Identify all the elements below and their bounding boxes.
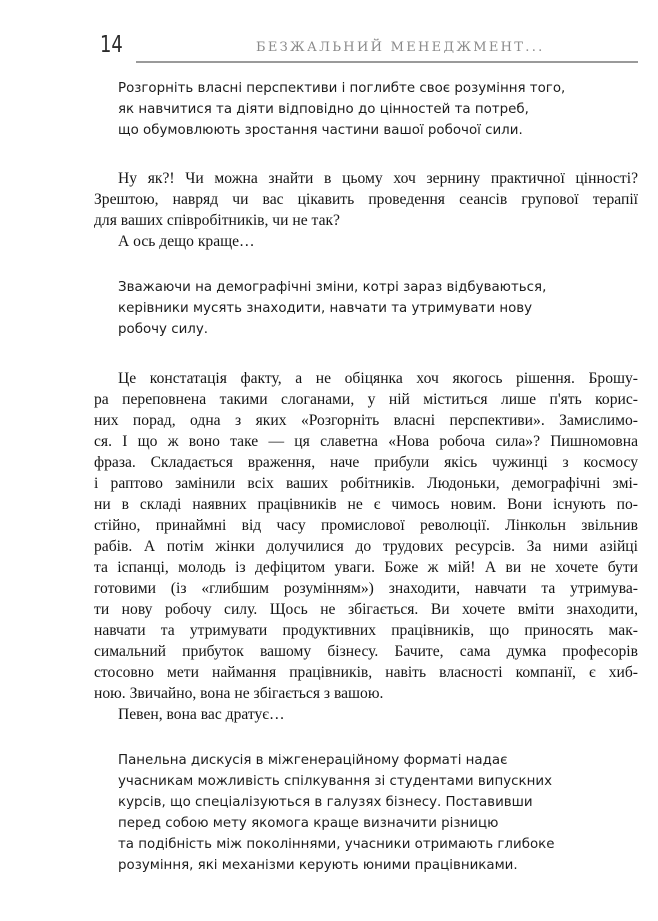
body-line: стосовно мети наймання працівників, навіть власності компанії, є хиб- [94,664,638,681]
callout-line: та подібність між поколіннями, учасники отримають глибоке [118,837,555,852]
body-line: ни в складі наявних працівників не є чимось новим. Вони існують по- [94,496,638,513]
callout-line: курсів, що спеціалізуються в галузях бізнесу. Поставивши [118,795,533,810]
callout-line: керівники мусять знаходити, навчати та утримувати нову [118,301,533,316]
body-line: Це констатація факту, а не обіцянка хоч якогось рішення. Брошу- [118,370,638,387]
body-line: готовими (із «глибшим розумінням») знаходити, навчати та утримува- [94,580,638,597]
body-paragraph-4 [118,704,638,725]
page-header [100,32,638,68]
body-line: ною. Звичайно, вона не збігається з вашою. [94,685,384,702]
body-line: ся. І що ж воно таке — ця славетна «Нова робоча сила»? Пишномовна [94,433,638,450]
callout-quote-3 [118,750,638,876]
callout-line: що обумовлюють зростання частини вашої робочої сили. [118,123,523,138]
body-line: них порад, одна з яких «Розгорніть власні перспективи». Замислимо- [94,412,638,429]
body-line: А ось дещо краще… [118,233,255,250]
body-paragraph-3 [94,368,638,704]
body-line: симальний прибуток вашому бізнесу. Бачите, сама думка професорів [94,643,638,660]
callout-quote-1 [118,78,638,141]
body-line: фраза. Складається враження, наче прибули якісь чужинці з космосу [94,454,638,471]
callout-line: перед собою мету якомога краще визначити різницю [118,816,499,831]
body-line: ти нову робочу силу. Щось не збігається. Ви хочете вміти знаходити, [94,601,638,618]
page-content [94,78,638,876]
body-line: навчати та утримувати продуктивних працівників, що приносять мак- [94,622,638,639]
body-paragraph-1 [94,168,638,231]
body-line: стійно, принаймні від часу промислової революції. Лінкольн звільнив [94,517,638,534]
body-line: і раптово замінили всіх ваших робітників. Людоньки, демографічні змі- [94,475,638,492]
callout-line: як навчитися та діяти відповідно до цінностей та потреб, [118,102,529,117]
body-paragraph-2 [118,231,638,252]
callout-line: Розгорніть власні перспективи і поглибте своє розуміння того, [118,81,566,96]
page-number: 14 [100,32,123,58]
callout-line: учасникам можливість спілкування зі студентами випускних [118,774,552,789]
running-title: БЕЗЖАЛЬНИЙ МЕНЕДЖМЕНТ... [256,40,545,55]
body-line: Ну як?! Чи можна знайти в цьому хоч зернину практичної цінності? [118,170,638,187]
callout-quote-2 [118,277,638,340]
body-line: Зрештою, навряд чи вас цікавить проведення сеансів групової терапії [94,191,638,208]
callout-line: робочу силу. [118,322,209,337]
body-line: рабів. А потім жінки долучилися до трудових ресурсів. За ними азійці [94,538,638,555]
header-rule [136,61,638,63]
callout-line: Панельна дискусія в міжгенераційному форматі надає [118,753,508,768]
body-line: ра переповнена такими слоганами, у ній міститься лише п'ять корис- [94,391,638,408]
callout-line: Зважаючи на демографічні зміни, котрі зараз відбуваються, [118,280,547,295]
body-line: Певен, вона вас дратує… [118,706,285,723]
body-line: для ваших співробітників, чи не так? [94,212,340,229]
body-line: та іспанці, молодь із дефіцитом уваги. Боже ж мій! А ви не хочете бути [94,559,638,576]
callout-line: розуміння, які механізми керують юними працівниками. [118,858,518,873]
